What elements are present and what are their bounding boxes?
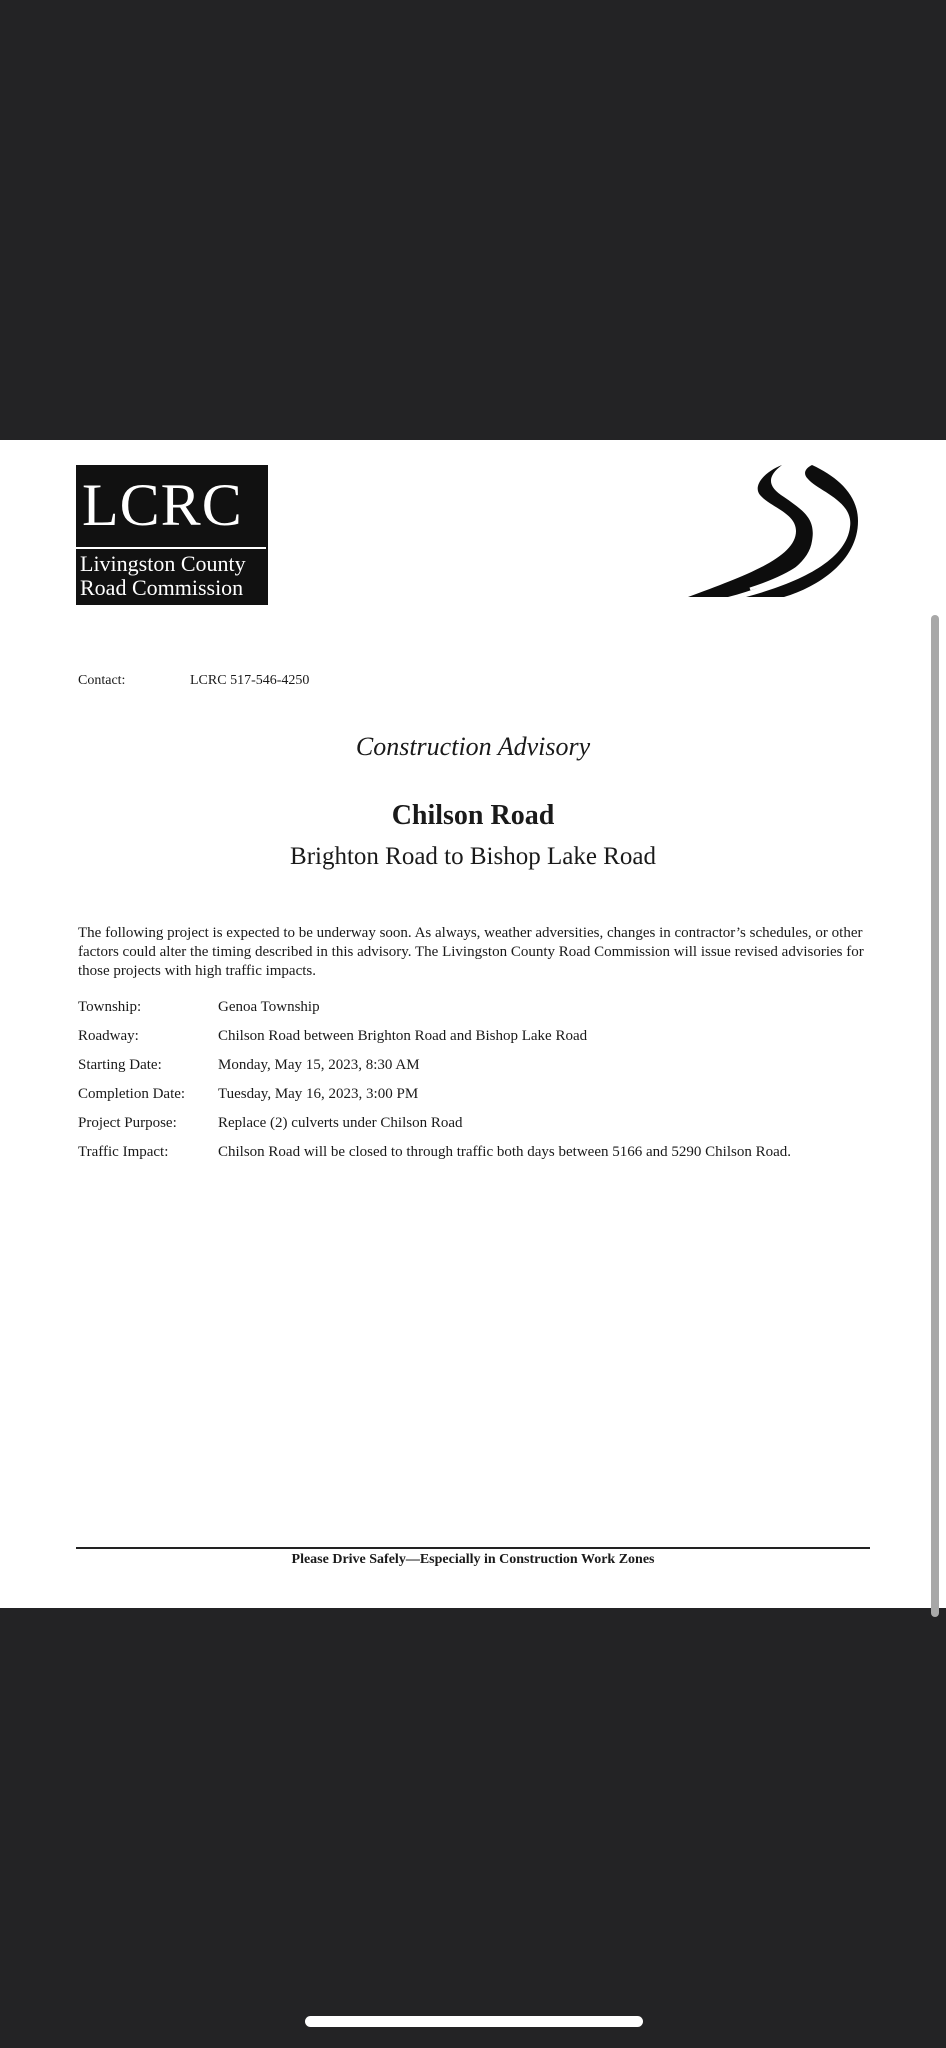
detail-label: Township: [78, 999, 142, 1015]
detail-row-township [78, 998, 928, 1027]
intro-paragraph: The following project is expected to be underway soon. As always, weather adversities, changes in contractor’s schedules, or other factors could alter the timing described in this advisory. The Livingston County Road Commission will issue revised advisories for those projects with high traffic impacts. [78, 925, 864, 979]
detail-row-project-purpose [78, 1114, 928, 1143]
detail-label: Starting Date: [78, 1057, 162, 1073]
project-details [78, 998, 928, 1172]
road-icon [688, 465, 858, 597]
footer-divider [76, 1547, 870, 1549]
logo-line-2: Road Commission [80, 575, 244, 600]
detail-row-starting-date [78, 1056, 928, 1085]
detail-row-completion-date [78, 1085, 928, 1114]
detail-value: Genoa Township [218, 999, 320, 1015]
detail-value: Monday, May 15, 2023, 8:30 AM [218, 1057, 420, 1073]
detail-row-traffic-impact [78, 1143, 928, 1172]
detail-value: Tuesday, May 16, 2023, 3:00 PM [218, 1086, 419, 1102]
detail-row-roadway [78, 1027, 928, 1056]
detail-label: Roadway: [78, 1028, 139, 1044]
home-indicator[interactable] [305, 2016, 643, 2027]
logo-abbrev: LCRC [82, 472, 243, 538]
advisory-document [0, 440, 946, 1608]
road-name: Chilson Road [391, 800, 555, 831]
detail-label: Project Purpose: [78, 1115, 177, 1131]
detail-value: Chilson Road between Brighton Road and Bishop Lake Road [218, 1028, 588, 1044]
contact-label: Contact: [78, 673, 126, 688]
lcrc-logo [76, 465, 268, 605]
advisory-title: Construction Advisory [355, 732, 591, 761]
logo-line-1: Livingston County [80, 551, 246, 576]
footer-slogan: Please Drive Safely—Especially in Construction Work Zones [291, 1552, 655, 1567]
road-segment: Brighton Road to Bishop Lake Road [290, 843, 656, 870]
logo-divider [76, 547, 266, 549]
detail-value: Chilson Road will be closed to through traffic both days between 5166 and 5290 Chilson Road. [218, 1144, 791, 1160]
contact-phone: LCRC 517-546-4250 [190, 673, 310, 688]
scrollbar[interactable] [931, 615, 939, 1617]
detail-value: Replace (2) culverts under Chilson Road [218, 1115, 463, 1131]
detail-label: Traffic Impact: [78, 1144, 169, 1160]
detail-label: Completion Date: [78, 1086, 186, 1102]
